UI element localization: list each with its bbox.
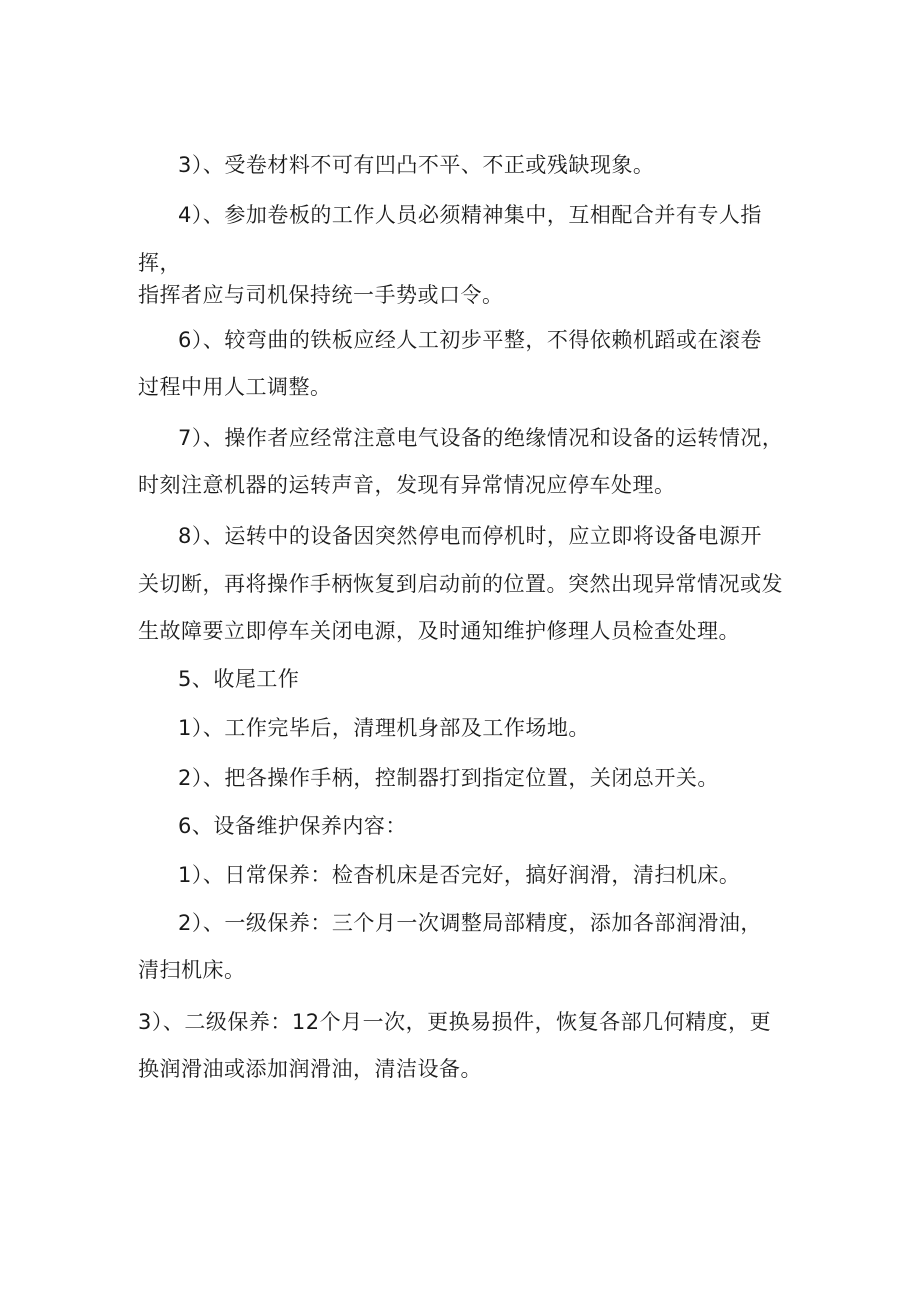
text-line: 换润滑油或添加润滑油，清洁设备。: [138, 1057, 482, 1081]
text-line: 关切断，再将操作手柄恢复到启动前的位置。突然出现异常情况或发: [138, 572, 783, 596]
text-line: 6）、较弯曲的铁板应经人工初步平整，不得依赖机蹈或在滚卷: [178, 328, 762, 352]
text-line: 时刻注意机器的运转声音，发现有异常情况应停车处理。: [138, 473, 676, 497]
text-line: 3）、受卷材料不可有凹凸不平、不正或残缺现象。: [178, 153, 655, 177]
text-line: 1）、日常保养：检杳机床是否完好，搞好润滑，清扫机床。: [178, 863, 741, 887]
text-line: 1）、工作完毕后，清理机身部及工作场地。: [178, 716, 590, 740]
section-heading: 6、设备维护保养内容：: [178, 814, 407, 838]
text-line: 8）、运转中的设备因突然停电而停机时，应立即将设备电源开: [178, 524, 762, 548]
text-line: 挥，: [138, 251, 181, 275]
text-line: 3）、二级保养：12个月一次，更换易损件，恢复各部几何精度，更: [138, 1010, 772, 1034]
text-line: 4）、参加卷板的工作人员必须精神集中，互相配合并有专人指: [178, 203, 762, 227]
text-line: 2）、把各操作手柄，控制器打到指定位置，关闭总开关。: [178, 766, 719, 790]
section-heading: 5、收尾工作: [178, 667, 300, 691]
text-line: 2）、一级保养：三个月一次调整局部精度，添加各部润滑油，: [178, 911, 762, 935]
text-line: 清扫机床。: [138, 958, 246, 982]
text-line: 生故障要立即停车关闭电源，及时通知维护修理人员检查处理。: [138, 619, 740, 643]
text-line: 7）、操作者应经常注意电气设备的绝缘情况和设备的运转情况，: [178, 426, 784, 450]
text-line: 指挥者应与司机保持统一手势或口令。: [138, 283, 504, 307]
text-line: 过程中用人工调整。: [138, 375, 332, 399]
